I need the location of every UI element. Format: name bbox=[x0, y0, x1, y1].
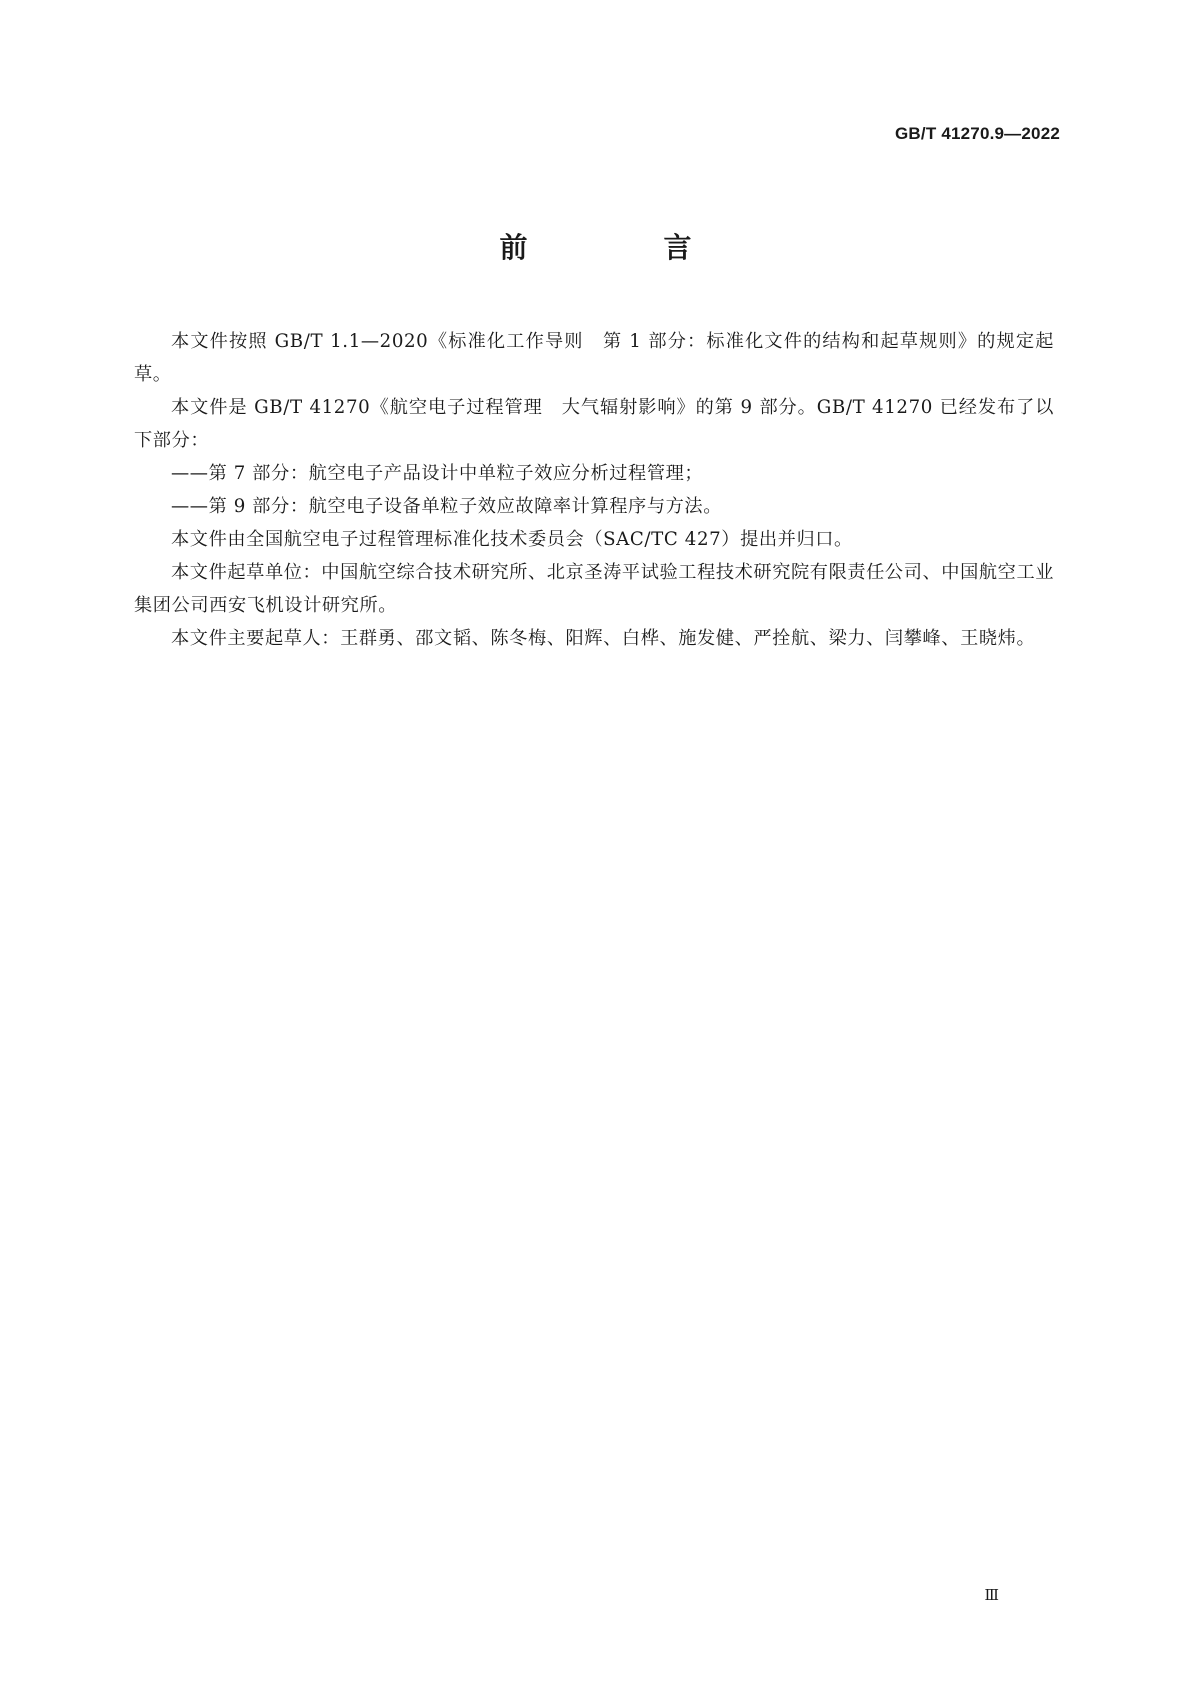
paragraph-drafting-rules: 本文件按照 GB/T 1.1—2020《标准化工作导则 第 1 部分：标准化文件的结构和起草规则》的规定起草。 bbox=[134, 331, 1054, 385]
list-item-part-7: ——第 7 部分：航空电子产品设计中单粒子效应分析过程管理； bbox=[171, 463, 704, 484]
list-item-part-9: ——第 9 部分：航空电子设备单粒子效应故障率计算程序与方法。 bbox=[171, 496, 722, 517]
paragraph-drafters: 本文件主要起草人：王群勇、邵文韬、陈冬梅、阳辉、白桦、施发健、严拴航、梁力、闫攀峰、王晓炜。 bbox=[171, 628, 1036, 649]
foreword-body bbox=[134, 325, 1054, 655]
standard-code: GB/T 41270.9—2022 bbox=[895, 124, 1060, 143]
paragraph-drafting-units: 本文件起草单位：中国航空综合技术研究所、北京圣涛平试验工程技术研究院有限责任公司、中国航空工业集团公司西安飞机设计研究所。 bbox=[134, 562, 1055, 616]
page-number: Ⅲ bbox=[984, 1586, 999, 1604]
paragraph-proposer: 本文件由全国航空电子过程管理标准化技术委员会（SAC/TC 427）提出并归口。 bbox=[171, 529, 853, 550]
paragraph-series-info: 本文件是 GB/T 41270《航空电子过程管理 大气辐射影响》的第 9 部分。GB/T 41270 已经发布了以下部分： bbox=[134, 397, 1054, 451]
page-title: 前 言 bbox=[499, 231, 746, 264]
